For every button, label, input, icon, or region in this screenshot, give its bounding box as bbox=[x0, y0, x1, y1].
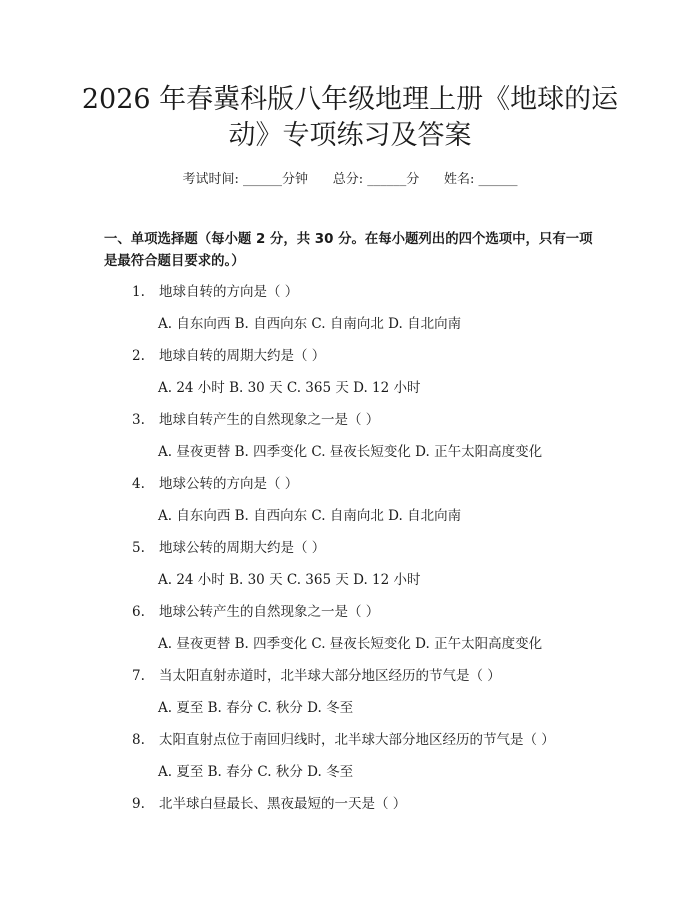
question-text: 地球公转的方向是（ ） bbox=[159, 476, 299, 492]
question-7-options: A. 夏至 B. 春分 C. 秋分 D. 冬至 bbox=[158, 700, 354, 716]
section-heading-line-2: 是最符合题目要求的。） bbox=[104, 254, 245, 269]
question-2-options: A. 24 小时 B. 30 天 C. 365 天 D. 12 小时 bbox=[158, 380, 421, 396]
question-1 bbox=[132, 282, 298, 302]
question-6-options: A. 昼夜更替 B. 四季变化 C. 昼夜长短变化 D. 正午太阳高度变化 bbox=[158, 636, 543, 652]
question-text: 地球公转产生的自然现象之一是（ ） bbox=[159, 604, 380, 620]
question-8-options: A. 夏至 B. 春分 C. 秋分 D. 冬至 bbox=[158, 764, 354, 780]
question-text: 当太阳直射赤道时，北半球大部分地区经历的节气是（ ） bbox=[159, 668, 501, 684]
question-number: 6. bbox=[132, 604, 145, 620]
page-title-line-2: 动》专项练习及答案 bbox=[228, 120, 472, 151]
section-heading-line-1: 一、单项选择题（每小题 2 分，共 30 分。在每小题列出的四个选项中，只有一项 bbox=[104, 232, 593, 247]
question-text: 地球自转的方向是（ ） bbox=[159, 284, 299, 300]
question-8 bbox=[132, 730, 555, 750]
question-text: 地球自转产生的自然现象之一是（ ） bbox=[159, 412, 380, 428]
question-text: 太阳直射点位于南回归线时，北半球大部分地区经历的节气是（ ） bbox=[159, 732, 555, 748]
question-text: 北半球白昼最长、黑夜最短的一天是（ ） bbox=[159, 796, 407, 812]
question-3 bbox=[132, 410, 379, 430]
question-5-options: A. 24 小时 B. 30 天 C. 365 天 D. 12 小时 bbox=[158, 572, 421, 588]
question-4-options: A. 自东向西 B. 自西向东 C. 自南向北 D. 自北向南 bbox=[158, 508, 462, 524]
question-text: 地球自转的周期大约是（ ） bbox=[159, 348, 326, 364]
question-number: 7. bbox=[132, 668, 145, 684]
question-number: 3. bbox=[132, 412, 145, 428]
question-2 bbox=[132, 346, 325, 366]
question-number: 5. bbox=[132, 540, 145, 556]
question-6 bbox=[132, 602, 379, 622]
question-text: 地球公转的周期大约是（ ） bbox=[159, 540, 326, 556]
question-number: 1. bbox=[132, 284, 145, 300]
question-number: 8. bbox=[132, 732, 145, 748]
question-9 bbox=[132, 794, 406, 814]
page-title-line-1: 2026 年春冀科版八年级地理上册《地球的运 bbox=[81, 84, 619, 115]
question-5 bbox=[132, 538, 325, 558]
question-number: 2. bbox=[132, 348, 145, 364]
question-number: 4. bbox=[132, 476, 145, 492]
question-4 bbox=[132, 474, 298, 494]
question-1-options: A. 自东向西 B. 自西向东 C. 自南向北 D. 自北向南 bbox=[158, 316, 462, 332]
question-number: 9. bbox=[132, 796, 145, 812]
question-7 bbox=[132, 666, 501, 686]
question-3-options: A. 昼夜更替 B. 四季变化 C. 昼夜长短变化 D. 正午太阳高度变化 bbox=[158, 444, 543, 460]
exam-info-line: 考试时间: ______分钟 总分: ______分 姓名: ______ bbox=[182, 172, 518, 187]
